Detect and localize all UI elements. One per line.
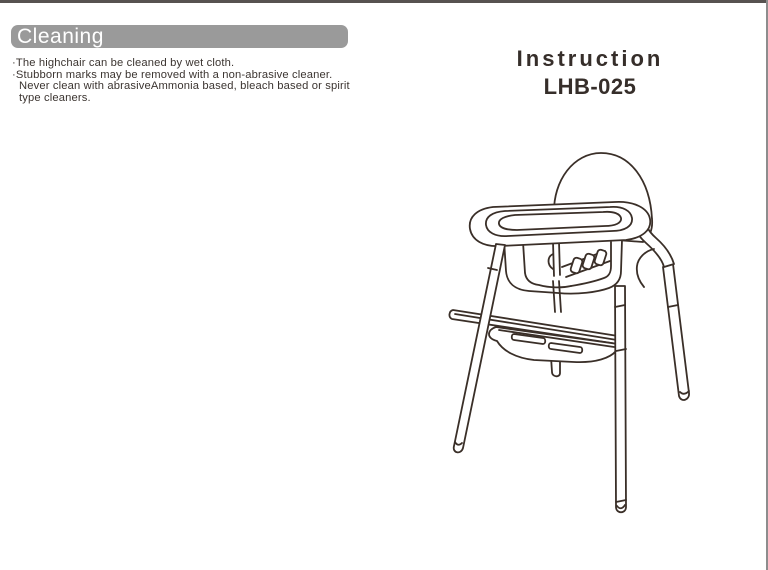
product-model: LHB-025 (543, 74, 637, 99)
highchair-seat (504, 240, 622, 294)
top-border-line (0, 0, 768, 3)
highchair-back-leg (663, 264, 689, 400)
cleaning-instruction-line: Never clean with abrasiveAmmonia based, bleach based or spirit (19, 80, 350, 93)
highchair-front-left-leg (454, 244, 505, 452)
cleaning-instruction-line: ·The highchair can be cleaned by wet cloth. (12, 57, 235, 69)
cleaning-instructions (12, 58, 422, 105)
cleaning-instruction-line: type cleaners. (19, 92, 91, 105)
cleaning-instruction-line: ·Stubborn marks may be removed with a non-abrasive cleaner. (12, 68, 333, 81)
cleaning-section-header (11, 25, 348, 48)
highchair-tray (470, 202, 651, 246)
highchair-front-right-leg (615, 286, 626, 512)
highchair-illustration-icon (428, 138, 768, 568)
product-title-block (430, 46, 750, 99)
cleaning-section-title: Cleaning (17, 25, 104, 48)
product-title: Instruction (516, 46, 664, 71)
